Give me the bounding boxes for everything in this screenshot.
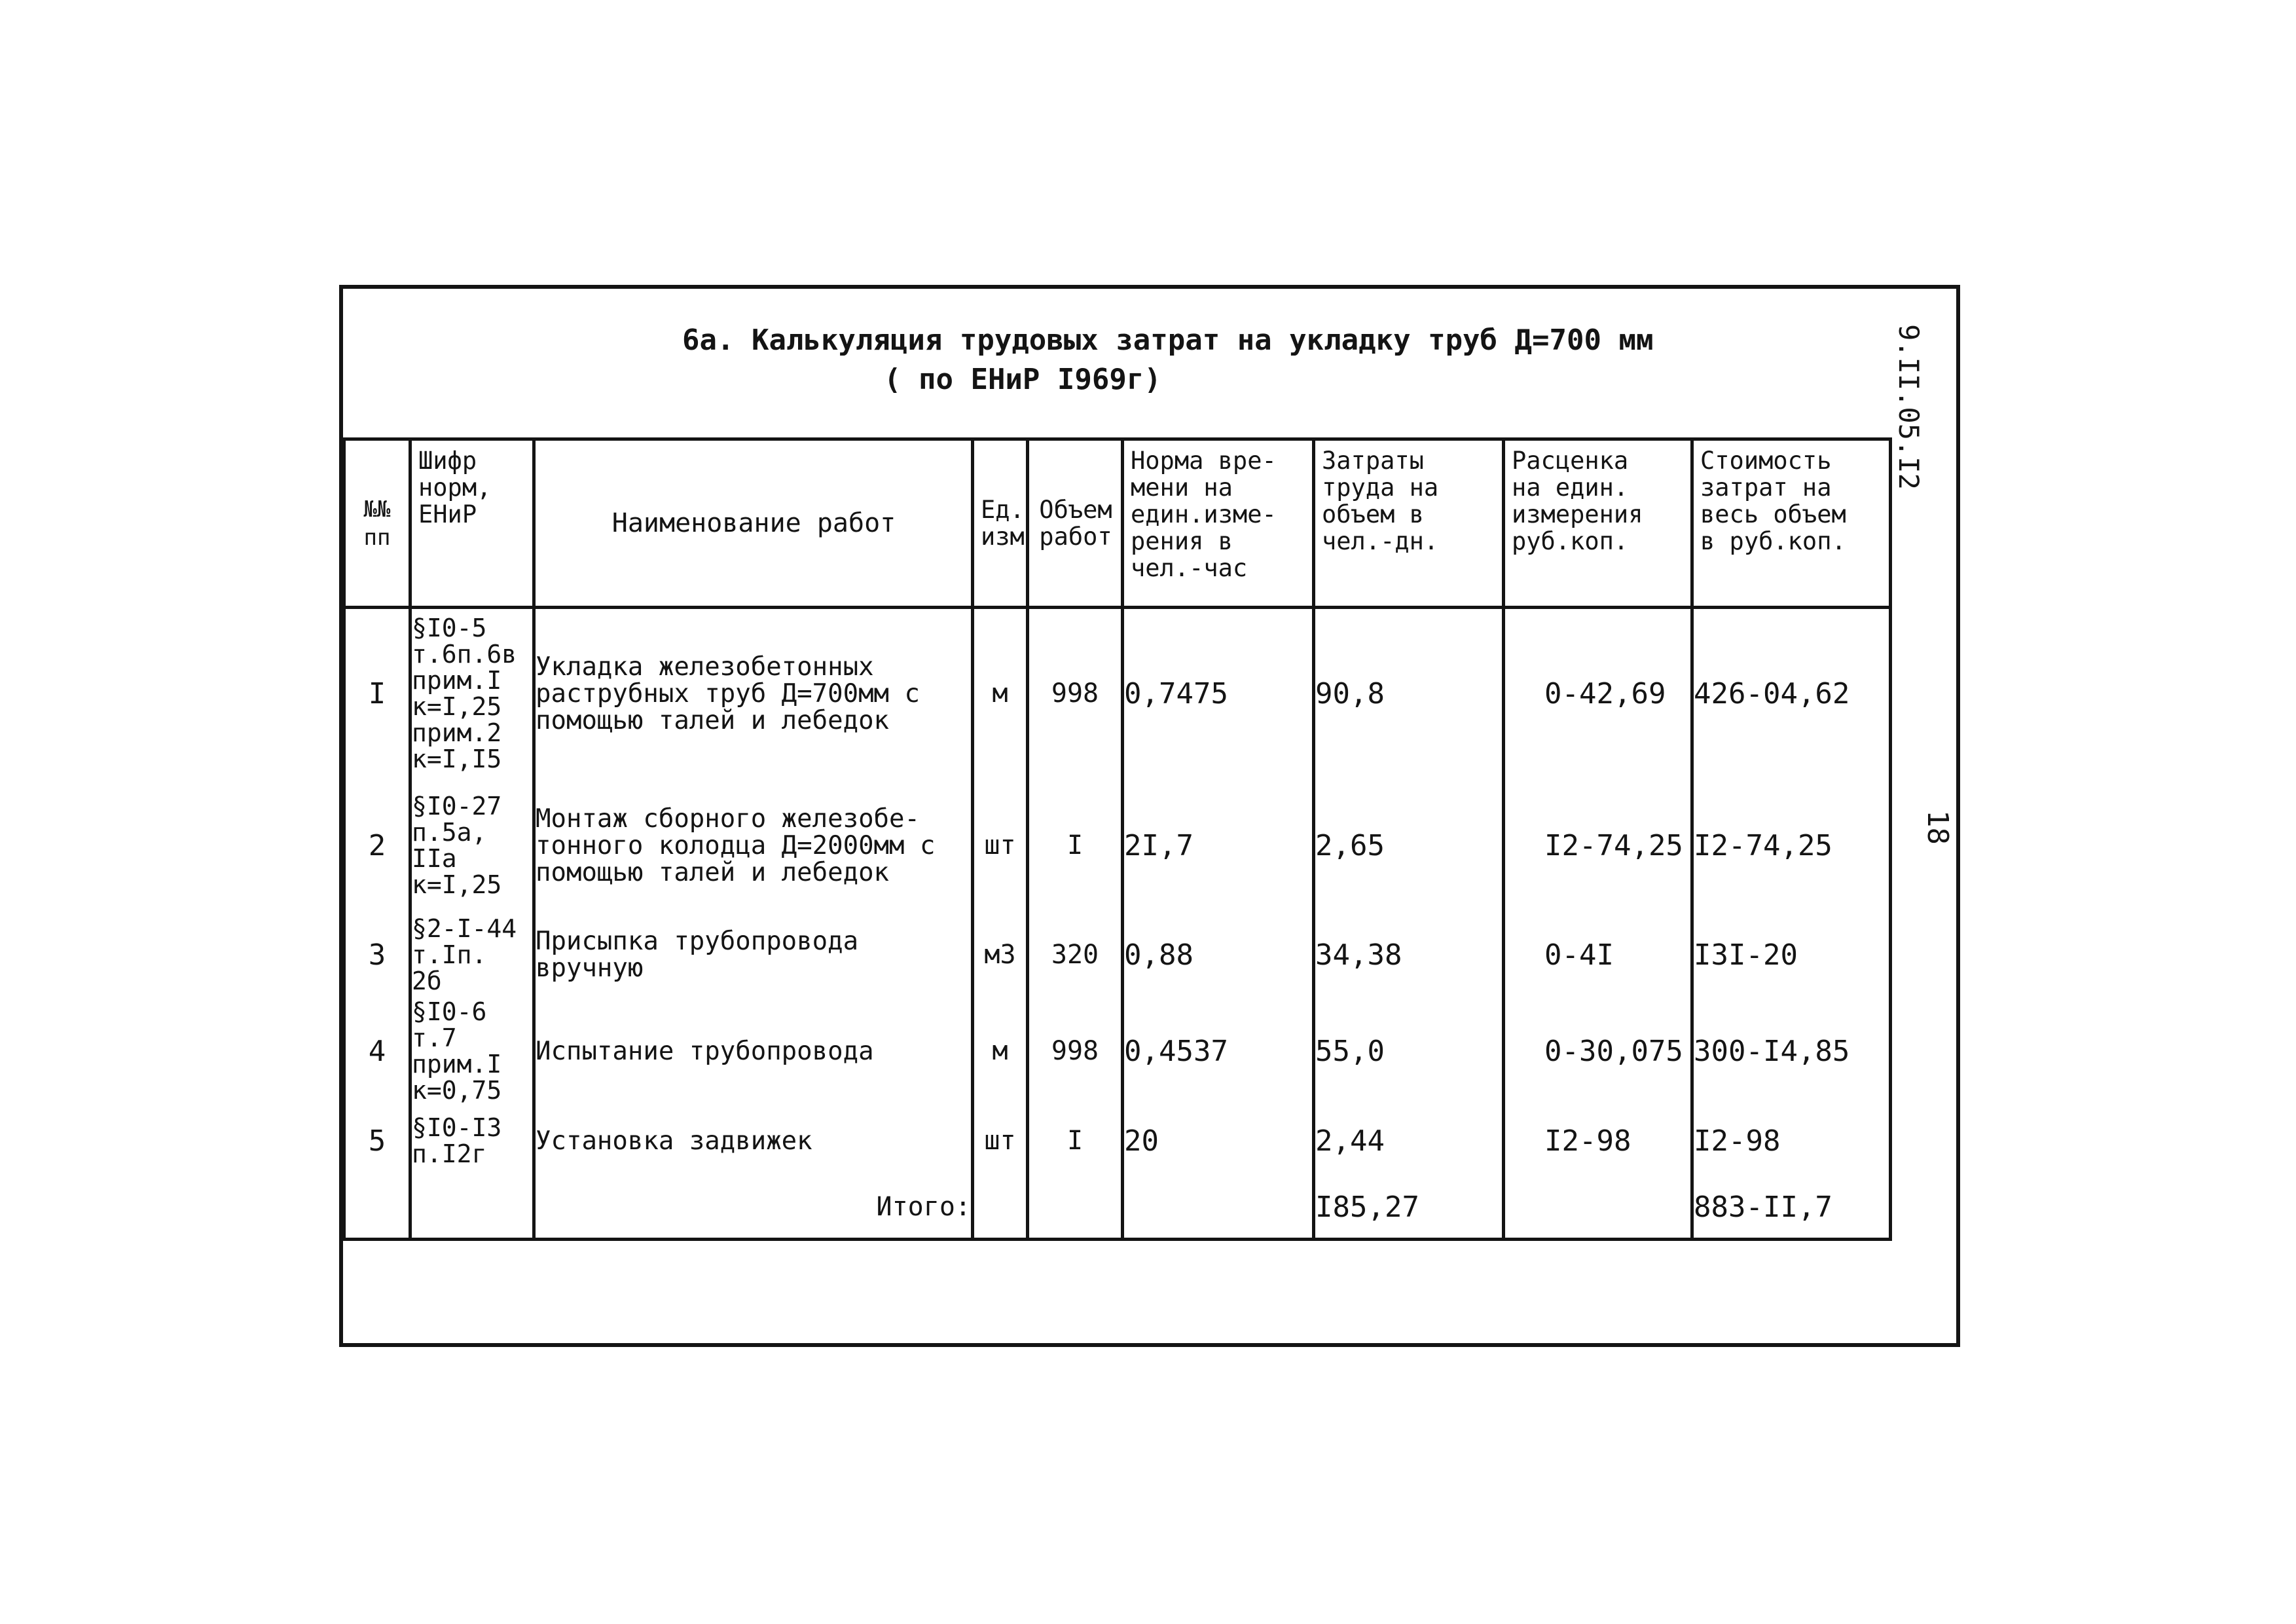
total-label: Итого: [534, 1176, 973, 1240]
table-row [344, 997, 1891, 1105]
title-line-2: ( по ЕНиР I969г) [884, 363, 1161, 396]
total-empty-unit [973, 1176, 1028, 1240]
row-number: I [344, 608, 410, 779]
header-labor-cost [1314, 439, 1504, 608]
total-cost: I3I-20 [1692, 913, 1891, 997]
volume: 998 [1028, 997, 1123, 1105]
header-labor-cost-label: Затраты труда на объем в чел.-дн. [1322, 447, 1439, 555]
table-row [344, 608, 1891, 779]
unit-rate: I2-74,25 [1504, 778, 1692, 913]
total-cost: I2-98 [1692, 1105, 1891, 1176]
work-name: Присыпка трубопровода вручную [534, 913, 973, 997]
total-empty-volume [1028, 1176, 1123, 1240]
labor-cost: 34,38 [1314, 913, 1504, 997]
total-cost: I2-74,25 [1692, 778, 1891, 913]
labor-cost: 55,0 [1314, 997, 1504, 1105]
header-time-norm-label: Норма вре- мени на един.изме- рения в чел.-час [1131, 447, 1277, 582]
header-unit [973, 439, 1028, 608]
total-labor-cost: I85,27 [1314, 1176, 1504, 1240]
unit: м [973, 608, 1028, 779]
unit: м3 [973, 913, 1028, 997]
row-number: 3 [344, 913, 410, 997]
unit: шт [973, 778, 1028, 913]
unit: м [973, 997, 1028, 1105]
unit-rate: I2-98 [1504, 1105, 1692, 1176]
header-unit-rate [1504, 439, 1692, 608]
time-norm: 0,4537 [1123, 997, 1314, 1105]
work-name: Монтаж сборного железобе- тонного колодца Д=2000мм с помощью талей и лебедок [534, 778, 973, 913]
volume: 320 [1028, 913, 1123, 997]
header-unit-label: Ед. изм [981, 496, 1025, 551]
time-norm: 20 [1123, 1105, 1314, 1176]
table-header-row [344, 439, 1891, 608]
total-row [344, 1176, 1891, 1240]
norm-code: §2-I-44 т.Iп. 2б [410, 913, 534, 997]
total-cost-sum: 883-II,7 [1692, 1176, 1891, 1240]
unit: шт [973, 1105, 1028, 1176]
header-total-cost [1692, 439, 1891, 608]
header-volume-label: Объем работ [1039, 496, 1112, 551]
volume: 998 [1028, 608, 1123, 779]
work-name: Установка задвижек [534, 1105, 973, 1176]
header-number [344, 439, 410, 608]
unit-rate: 0-42,69 [1504, 608, 1692, 779]
header-total-cost-label: Стоимость затрат на весь объем в руб.коп. [1700, 447, 1846, 555]
header-work-name [534, 439, 973, 608]
table-row [344, 1105, 1891, 1176]
row-number: 2 [344, 778, 410, 913]
total-cost: 426-04,62 [1692, 608, 1891, 779]
table-row [344, 778, 1891, 913]
page-number: 18 [1921, 810, 1954, 845]
total-empty-number [344, 1176, 410, 1240]
table-row [344, 913, 1891, 997]
total-cost: 300-I4,85 [1692, 997, 1891, 1105]
norm-code: §I0-6 т.7 прим.I к=0,75 [410, 997, 534, 1105]
norm-code: §I0-5 т.6п.6в прим.I к=I,25 прим.2 к=I,I5 [410, 608, 534, 779]
labor-calculation-table [342, 437, 1892, 1241]
total-empty-rate [1504, 1176, 1692, 1240]
norm-code: §I0-27 п.5а, IIа к=I,25 [410, 778, 534, 913]
labor-cost: 2,65 [1314, 778, 1504, 913]
total-empty-norm [1123, 1176, 1314, 1240]
header-volume [1028, 439, 1123, 608]
work-name: Испытание трубопровода [534, 997, 973, 1105]
header-time-norm [1123, 439, 1314, 608]
header-norm-code-label: Шифр норм, ЕНиР [418, 447, 492, 528]
unit-rate: 0-4I [1504, 913, 1692, 997]
row-number: 4 [344, 997, 410, 1105]
time-norm: 2I,7 [1123, 778, 1314, 913]
header-number-label: №№ пп [363, 496, 391, 551]
header-unit-rate-label: Расценка на един. измерения руб.коп. [1512, 447, 1643, 555]
document-cipher: 9.II.05.I2 [1893, 324, 1925, 490]
title-line-1: 6а. Калькуляция трудовых затрат на укладку труб Д=700 мм [682, 323, 1654, 357]
time-norm: 0,88 [1123, 913, 1314, 997]
total-empty-code [410, 1176, 534, 1240]
labor-cost: 90,8 [1314, 608, 1504, 779]
header-work-name-label: Наименование работ [611, 507, 896, 538]
header-norm-code [410, 439, 534, 608]
volume: I [1028, 778, 1123, 913]
labor-cost: 2,44 [1314, 1105, 1504, 1176]
unit-rate: 0-30,075 [1504, 997, 1692, 1105]
row-number: 5 [344, 1105, 410, 1176]
norm-code: §I0-I3 п.I2г [410, 1105, 534, 1176]
work-name: Укладка железобетонных раструбных труб Д=700мм с помощью талей и лебедок [534, 608, 973, 779]
time-norm: 0,7475 [1123, 608, 1314, 779]
volume: I [1028, 1105, 1123, 1176]
